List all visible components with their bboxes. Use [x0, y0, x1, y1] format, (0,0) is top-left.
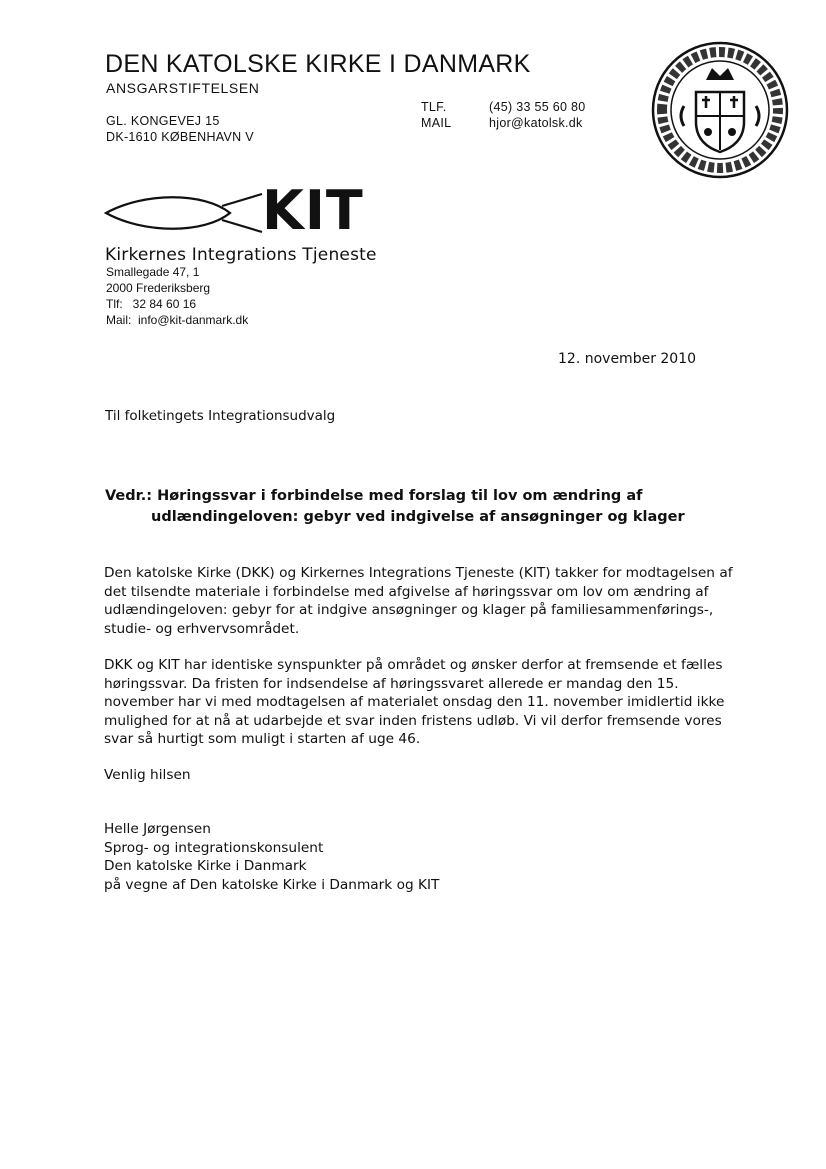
phone-label: TLF.: [421, 100, 447, 114]
paragraph-line: studie- og erhvervsområdet.: [104, 620, 300, 637]
letter-subject: [105, 486, 685, 528]
paragraph-line: udlændingeloven: gebyr for at indgive ansøgninger og klager på familiesammenførings-,: [104, 602, 714, 618]
signer-title: Sprog- og integrationskonsulent: [104, 839, 324, 856]
episcopal-seal-icon: [650, 40, 790, 180]
letter-recipient: Til folketingets Integrationsudvalg: [105, 408, 336, 424]
paragraph-line: DKK og KIT har identiske synspunkter på området og ønsker derfor at fremsende et fælles: [104, 657, 723, 673]
paragraph-line: mulighed for at nå at udarbejde et svar inden fristens udløb. Vi vil derfor fremsende vores: [104, 712, 722, 729]
signer-organization: Den katolske Kirke i Danmark: [104, 858, 307, 874]
signature-block: [104, 820, 439, 894]
kit-organization-name: Kirkernes Integrations Tjeneste: [105, 245, 377, 265]
closing: Venlig hilsen: [104, 767, 191, 783]
address-street: GL. KONGEVEJ 15: [106, 114, 220, 128]
signer-name: Helle Jørgensen: [104, 821, 211, 837]
letterhead-subtitle: ANSGARSTIFTELSEN: [106, 80, 260, 96]
kit-street: Smallegade 47, 1: [106, 265, 200, 279]
address-city: DK-1610 KØBENHAVN V: [106, 130, 254, 144]
phone-value: (45) 33 55 60 80: [489, 100, 586, 114]
subject-line-1: Vedr.: Høringssvar i forbindelse med forslag til lov om ændring af: [105, 488, 643, 504]
paragraph-1: [104, 564, 744, 638]
paragraph-line: november har vi med modtagelsen af materialet onsdag den 11. november imidlertid ikke: [104, 694, 725, 710]
kit-city: 2000 Frederiksberg: [106, 281, 211, 295]
kit-phone: Tlf: 32 84 60 16: [106, 297, 197, 311]
paragraph-line: det tilsendte materiale i forbindelse med afgivelse af høringssvar om lov om ændring af: [104, 583, 709, 600]
fish-logo-icon: [104, 192, 264, 234]
kit-mail: Mail: info@kit-danmark.dk: [106, 313, 249, 327]
paragraph-line: høringssvar. Da fristen for indsendelse af høringssvaret allerede er mandag den 15.: [104, 675, 679, 692]
paragraph-line: svar så hurtigt som muligt i starten af uge 46.: [104, 731, 421, 747]
mail-label: MAIL: [421, 116, 452, 130]
letterhead-title: DEN KATOLSKE KIRKE I DANMARK: [105, 50, 531, 78]
paragraph-2: [104, 656, 744, 749]
paragraph-line: Den katolske Kirke (DKK) og Kirkernes Integrations Tjeneste (KIT) takker for modtagelsen af: [104, 565, 733, 581]
kit-wordmark: KIT: [262, 179, 364, 242]
signer-on-behalf: på vegne af Den katolske Kirke i Danmark og KIT: [104, 876, 440, 893]
mail-value: hjor@katolsk.dk: [489, 116, 583, 130]
letter-date: 12. november 2010: [558, 351, 697, 367]
subject-line-2: udlændingeloven: gebyr ved indgivelse af ansøgninger og klager: [151, 509, 685, 525]
